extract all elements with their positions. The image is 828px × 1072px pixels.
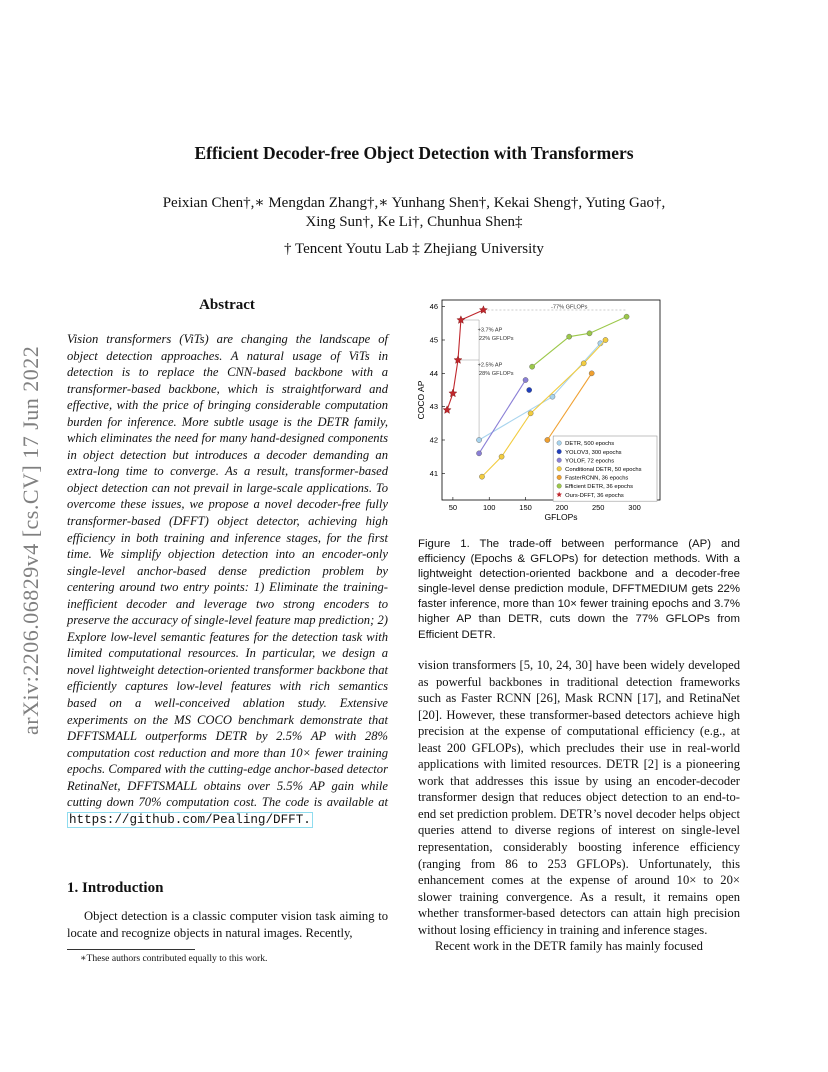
legend-label: Efficient DETR, 36 epochs <box>565 484 634 491</box>
data-point <box>603 337 608 342</box>
x-tick-label: 150 <box>519 503 532 512</box>
footnote-divider <box>67 949 195 950</box>
data-point <box>567 334 572 339</box>
column2-paragraph-1: vision transformers [5, 10, 24, 30] have been widely developed as powerful backbones in traditional detection frameworks such as Faster RCNN [26], Mask RCNN [17], and RetinaNet [20]. However, these transformer-based detectors achieve high precision at the expense of computational efficiency (e.g., at least 200 GFLOPs), which precludes their use in real-world applications with limited resources. DETR [2] is a pioneering work that addresses this issue by using an encoder-decoder transformer design that reduces object detection to an end-to-end set prediction problem. DETR’s novel decoder helps object queries attend to diverse regions of interest on single-level representation, considerably boosting inference efficiency (ranging from 86 to 253 GFLOPs). Unfortunately, this enhancement comes at the expense of around 10× to 20× slower training convergence. As a result, it remains open whether transformer-based detectors can attain high precision without losing efficiency in training and inference stages. <box>418 658 740 937</box>
data-point <box>476 451 481 456</box>
author-list <box>0 194 828 232</box>
chart-annotation: -77% GFLOPs <box>551 304 588 311</box>
section-heading-introduction: 1. Introduction <box>67 880 164 896</box>
chart-annotation: 28% GFLOPs <box>479 371 514 377</box>
data-point <box>479 474 484 479</box>
x-tick-label: 250 <box>591 503 605 512</box>
chart-annotation: 22% GFLOPs <box>479 336 514 342</box>
code-link[interactable]: https://github.com/Pealing/DFFT. <box>69 812 311 827</box>
arxiv-stamp: arXiv:2206.06829v4 [cs.CV] 17 Jun 2022 <box>18 345 43 735</box>
x-tick-label: 50 <box>448 503 458 512</box>
data-point <box>523 377 528 382</box>
y-tick-label: 43 <box>429 402 438 412</box>
data-point <box>528 411 533 416</box>
legend-marker <box>557 475 562 480</box>
legend-marker <box>557 449 562 454</box>
abstract-heading: Abstract <box>199 297 255 313</box>
legend-marker <box>557 458 562 463</box>
x-tick-label: 300 <box>628 503 641 512</box>
column2-body <box>418 657 740 955</box>
authors-line-2: Xing Sun†, Ke Li†, Chunhua Shen‡ <box>305 214 523 230</box>
legend-label: YOLOV3, 300 epochs <box>565 449 622 456</box>
affiliations: † Tencent Youtu Lab ‡ Zhejiang University <box>284 241 544 257</box>
data-point <box>499 454 504 459</box>
legend-marker <box>557 484 562 489</box>
y-tick-label: 46 <box>429 302 438 312</box>
data-point <box>527 387 532 392</box>
data-point <box>587 331 592 336</box>
legend-marker <box>557 467 562 472</box>
legend-label: DETR, 500 epochs <box>565 441 615 448</box>
x-tick-label: 200 <box>555 503 569 512</box>
data-point <box>589 371 594 376</box>
x-axis-label: GFLOPs <box>544 512 578 522</box>
chart-annotation: +2.5% AP <box>477 362 503 369</box>
x-tick-label: 100 <box>482 503 496 512</box>
data-point <box>624 314 629 319</box>
paper-title: Efficient Decoder-free Object Detection with Transformers <box>194 143 634 163</box>
y-tick-label: 45 <box>429 335 438 345</box>
y-tick-label: 44 <box>429 368 438 378</box>
y-tick-label: 41 <box>429 468 438 478</box>
data-point <box>545 437 550 442</box>
legend-label: FasterRCNN, 36 epochs <box>565 475 629 482</box>
y-axis-label: COCO AP <box>416 380 426 420</box>
legend-label: Ours-DFFT, 36 epochs <box>565 492 624 499</box>
column2-paragraph-2: Recent work in the DETR family has mainly focused <box>435 939 703 954</box>
introduction-paragraph: Object detection is a classic computer vision task aiming to locate and recognize objects in natural images. Recently, <box>67 909 388 940</box>
legend-marker <box>557 441 562 446</box>
footnote: ∗These authors contributed equally to this work. <box>80 953 268 964</box>
data-point <box>581 361 586 366</box>
abstract-text: Vision transformers (ViTs) are changing the landscape of object detection approaches. A natural usage of ViTs in detection is to replace the CNN-based backbone with a transformer-based backbone, which is straightforward and effective, with the price of bringing considerable computation burden for inference. More subtle usage is the DETR family, which eliminates the need for many hand-designed components in object detection but introduces a decoder demanding an extra-long time to converge. As a result, transformer-based object detection can not prevail in large-scale applications. To overcome these issues, we propose a novel decoder-free fully transformer-based (DFFT) object detector, achieving high efficiency in both training and inference stages, for the first time. We simplify objection detection into an encoder-only single-level anchor-based dense prediction problem by centering around two entry points: 1) Eliminate the training-inefficient decoder and leverage two strong encoders to preserve the accuracy of single-level feature map prediction; 2) Explore low-level semantic features for the detection task with limited computational resources. In particular, we design a novel lightweight detection-oriented transformer backbone that efficiently captures low-level features with rich semantics based on a well-conceived ablation study. Extensive experiments on the MS COCO benchmark demonstrate that DFFTSMALL outperforms DETR by 2.5% AP with 28% computation cost reduction and more than 10× fewer training epochs. Compared with the cutting-edge anchor-based detector RetinaNet, DFFTSMALL obtains over 5.5% AP gain while cutting down 70% computation cost. The code is available at <box>67 332 388 810</box>
authors-line-1: Peixian Chen†,∗ Mengdan Zhang†,∗ Yunhang Shen†, Kekai Sheng†, Yuting Gao†, <box>162 195 666 211</box>
figure-caption: Figure 1. The trade-off between performance (AP) and efficiency (Epochs & GFLOPs) for detection methods. With a lightweight detection-oriented backbone and a decoder-free single-level dense prediction module, DFFTMEDIUM gets 22% faster inference, more than 10× fewer training epochs and 3.7% higher AP than DETR, cuts down the 77% GFLOPs from Efficient DETR. <box>418 538 740 641</box>
abstract-body <box>67 331 388 828</box>
chart-svg <box>410 292 665 524</box>
legend-label: Conditional DETR, 50 epochs <box>565 467 642 473</box>
y-tick-label: 42 <box>429 435 438 445</box>
figure-1-chart <box>410 292 665 529</box>
legend-label: YOLOF, 72 epochs <box>565 458 615 465</box>
data-point <box>476 437 481 442</box>
chart-annotation: +3.7% AP <box>477 327 503 334</box>
data-point <box>530 364 535 369</box>
